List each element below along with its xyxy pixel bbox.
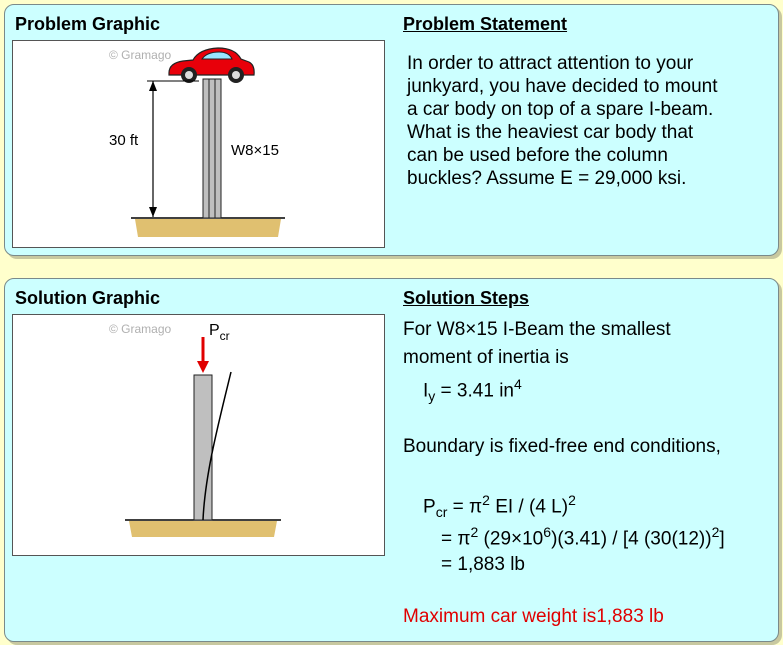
statement-line: junkyard, you have decided to mount bbox=[407, 76, 718, 97]
pcr-result: = 1,883 lb bbox=[441, 554, 525, 575]
solution-graphic-heading: Solution Graphic bbox=[15, 288, 161, 308]
statement-line: can be used before the column bbox=[407, 145, 668, 166]
height-label: 30 ft bbox=[109, 132, 139, 149]
solution-steps-heading: Solution Steps bbox=[403, 288, 529, 308]
ground bbox=[129, 521, 277, 537]
solution-panel bbox=[4, 278, 779, 642]
problem-graphic bbox=[12, 40, 385, 248]
problem-graphic-heading: Problem Graphic bbox=[15, 14, 161, 34]
statement-line: In order to attract attention to your bbox=[407, 53, 694, 74]
final-answer: Maximum car weight is1,883 lb bbox=[403, 606, 664, 627]
car-icon bbox=[169, 48, 254, 83]
copyright-mark: © Gramago bbox=[109, 48, 172, 62]
pcr-substitution: = $\pi^2$ $(29\times 10^6)(3.41) / [4$ $(30(12))^2$] bbox=[441, 524, 725, 550]
statement-line: a car body on top of a spare I-beam. bbox=[407, 99, 714, 120]
iy-equation: $I_y = 3.41$ $in^4$ bbox=[423, 376, 522, 405]
problem-diagram bbox=[13, 41, 384, 247]
column bbox=[194, 375, 212, 520]
step-line-1: For W8×15 I-Beam the smallest bbox=[403, 319, 671, 340]
problem-panel bbox=[4, 4, 779, 256]
beam bbox=[203, 79, 221, 218]
step-line-2: moment of inertia is bbox=[403, 347, 569, 368]
beam-label: W8×15 bbox=[231, 142, 279, 159]
solution-diagram bbox=[13, 315, 384, 555]
ground bbox=[135, 219, 281, 237]
solution-graphic bbox=[12, 314, 385, 556]
boundary-text: Boundary is fixed-free end conditions, bbox=[403, 436, 721, 457]
copyright-mark: © Gramago bbox=[109, 322, 172, 336]
statement-line: What is the heaviest car body that bbox=[407, 122, 694, 143]
statement-line: buckles? Assume E = 29,000 ksi. bbox=[407, 168, 687, 189]
problem-statement bbox=[407, 52, 718, 190]
problem-statement-heading: Problem Statement bbox=[403, 14, 568, 34]
load-label: $P_{cr}$ bbox=[209, 322, 230, 343]
pcr-formula: $P_{cr} = \pi^2$ EI / (4 L)$^2$ bbox=[423, 492, 576, 521]
